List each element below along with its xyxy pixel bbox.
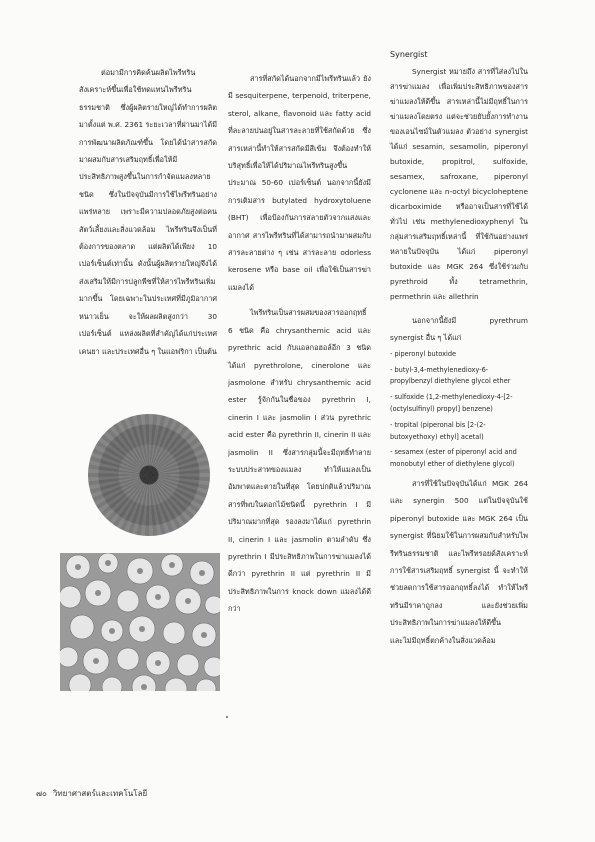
page-footer bbox=[36, 787, 153, 800]
section-heading: Synergist bbox=[390, 50, 428, 59]
column-right bbox=[390, 48, 528, 649]
list-item: - sulfoxide (1,2-methylenedioxy-4-[2-(octylsulfinyl) propyl] benzene) bbox=[390, 393, 513, 413]
paragraph: นอกจากนี้ยังมี pyrethrum synergist อื่น ๆ ได้แก่ bbox=[390, 316, 528, 343]
paragraph: ต่อมามีการคิดค้นผลิตไพรีทรินสังเคราะห์ขึ้นเพื่อใช้ทดแทนไพรีทรินธรรมชาติ ซึ่งผู้ผลิตรายใหญ่ได้ทำการผลิตมาตั้งแต่ พ.ศ. 2361 ระยะเวลาที่ผ่านมาได้มีการพัฒนาผลิตภัณฑ์ขึ้น โดยได้นำสารสกัดมาผสมกับสารเสริมฤทธิ์เพื่อให้มีประสิทธิภาพสูงขึ้นในการกำจัดแมลงหลายชนิด ซึ่งในปัจจุบันมีการใช้ไพรีทรินอย่างแพร่หลาย เพราะมีความปลอดภัยสูงต่อคน สัตว์เลี้ยงและสิ่งแวดล้อม ไพรีทรินจึงเป็นที่ต้องการของตลาด แต่ผลิตได้เพียง 10 เปอร์เซ็นต์เท่านั้น ดังนั้นผู้ผลิตรายใหญ่จึงได้ส่งเสริมให้มีการปลูกพืชที่ให้สารไพรีทรินเพิ่มมากขึ้น โดยเฉพาะในประเทศที่มีภูมิอากาศหนาวเย็น จะให้ผลผลิตสูงกว่า 30 เปอร์เซ็นต์ แหล่งผลิตที่สำคัญได้แก่ประเทศเคนยา และประเทศอื่น ๆ ในแอฟริกา เป็นต้น bbox=[79, 68, 217, 356]
flower-closeup-photo bbox=[88, 414, 210, 536]
paragraph: Synergist หมายถึง สารที่ใส่ลงไปในสารฆ่าแมลง เพื่อเพิ่มประสิทธิภาพของสารฆ่าแมลงให้ดีขึ้น สารเหล่านี้ไม่มีฤทธิ์ในการฆ่าแมลงโดยตรง แต่จะช่วยยับยั้งการทำงานของเอนไซม์ในตัวแมลง ตัวอย่าง synergist ได้แก่ sesamin, sesamolin, piperonyl butoxide, propitrol, sulfoxide, sesamex, safroxane, piperonyl cyclonene และ n-octyl bicycloheptene dicarboximide หรืออาจเป็นสารที่ใช้ได้ทั่วไป เช่น methylenedioxyphenyl ในกลุ่มสารเสริมฤทธิ์เหล่านี้ ที่ใช้กันอย่างแพร่หลายในปัจจุบัน ได้แก่ piperonyl butoxide และ MGK 264 ซึ่งใช้ร่วมกับ pyrethroid ทั้ง tetramethrin, permethrin และ allethrin bbox=[390, 67, 528, 301]
paragraph: สารที่สกัดได้นอกจากมีไพรีทรินแล้ว ยังมี sesquiterpene, terpenoid, triterpene, sterol, alkane, flavonoid และ fatty acid ที่ละลายปนอยู่ในสารละลายที่ใช้สกัดด้วย ซึ่งสารเหล่านี้ทำให้สารสกัดมีสีเข้ม จึงต้องทำให้บริสุทธิ์เพื่อให้ได้ปริมาณไพรีทรินสูงขึ้น ประมาณ 50-60 เปอร์เซ็นต์ นอกจากนี้ยังมีการเติมสาร butylated hydroxytoluene (BHT) เพื่อป้องกันการสลายตัวจากแสงและอากาศ สารไพรีทรินที่ได้สามารถนำมาผสมกับสารละลายต่าง ๆ เช่น สารละลาย odorless kerosene หรือ base oil เพื่อใช้เป็นสารฆ่าแมลงได้ bbox=[228, 74, 371, 292]
paragraph: และไม่มีฤทธิ์ตกค้างในสิ่งแวดล้อม bbox=[390, 635, 496, 645]
chrysanthemum-field-photo bbox=[60, 553, 220, 691]
list-item: - butyl-3,4-methylenedioxy-6-propylbenzyl diethylene glycol ether bbox=[390, 365, 511, 386]
paragraph: ไพรีทรินเป็นสารผสมของสารออกฤทธิ์ 6 ชนิด คือ chrysanthemic acid และ pyrethric acid กับแอลกอฮอล์อีก 3 ชนิด ได้แก่ pyrethrolone, cinerolone และ jasmolone สำหรับ chrysanthemic acid ester รู้จักกันในชื่อของ pyrethrin I, cinerin I และ jasmolin I ส่วน pyrethric acid ester คือ pyrethrin II, cinerin II และ jasmolin II ซึ่งสารกลุ่มนี้จะมีฤทธิ์ทำลายระบบประสาทของแมลง ทำให้แมลงเป็นอัมพาตและตายในที่สุด โดยปกติแล้วปริมาณสารที่พบในดอกไม้ชนิดนี้ pyrethrin I มีปริมาณมากที่สุด รองลงมาได้แก่ pyrethrin II, cinerin I และ jasmolin ตามลำดับ ซึ่ง pyrethrin I มีประสิทธิภาพในการฆ่าแมลงได้ดีกว่า pyrethrin II แต่ pyrethrin II มีประสิทธิภาพในการ knock down แมลงได้ดีกว่า bbox=[228, 308, 371, 614]
list-item: - tropital (piperonal bis [2-(2-butoxyethoxy) ethyl] acetal) bbox=[390, 420, 486, 441]
page-number: ๗๐ bbox=[36, 789, 47, 798]
stray-mark bbox=[226, 716, 228, 718]
list-item: - piperonyl butoxide bbox=[390, 349, 457, 358]
synergist-list bbox=[390, 349, 528, 471]
column-left bbox=[79, 64, 217, 360]
paragraph: สารที่ใช้ในปัจจุบันได้แก่ MGK 264 และ synergin 500 แต่ในปัจจุบันใช้ piperonyl butoxide และ MGK 264 เป็น synergist ที่นิยมใช้ในการผสมกับสำหรับไพรีทรินธรรมชาติ และไพรีทรอยด์สังเคราะห์ การใช้สารเสริมฤทธิ์ synergist นี้ จะทำให้ช่วยลดการใช้สารออกฤทธิ์ลงได้ ทำให้ไพรีทรินมีราคาถูกลง และยังช่วยเพิ่มประสิทธิภาพในการฆ่าแมลงให้ดีขึ้น bbox=[390, 478, 528, 628]
magazine-title: วิทยาศาสตร์และเทคโนโลยี bbox=[52, 789, 148, 798]
column-middle bbox=[228, 70, 371, 618]
list-item: - sesamex (ester of piperonyl acid and monobutyl ether of diethylene glycol) bbox=[390, 448, 517, 469]
